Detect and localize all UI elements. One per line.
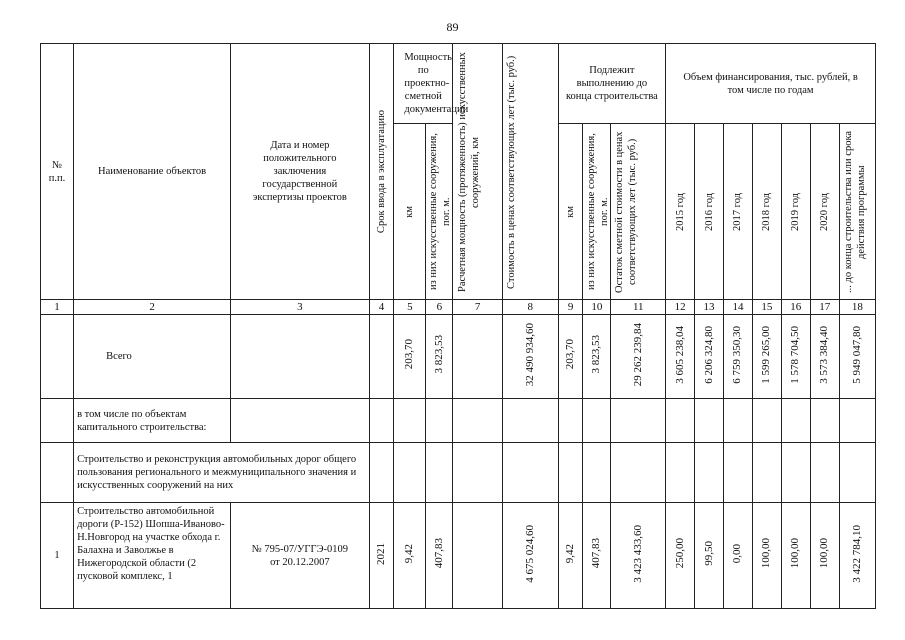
col-number: 4: [369, 300, 394, 315]
col-number: 14: [723, 300, 752, 315]
section-row: [41, 443, 876, 503]
col-number: 6: [426, 300, 453, 315]
header-cost: Стоимость в ценах соответствующих лет (тыс. руб.): [502, 44, 558, 300]
header-year-2018: 2018 год: [752, 124, 781, 300]
col-number: 3: [231, 300, 369, 315]
header-structures: из них искусственные сооружения, пог. м.: [426, 124, 453, 300]
header-year-2016: 2016 год: [695, 124, 724, 300]
financing-table: [40, 43, 876, 609]
total-2015: 3 605 238,04: [673, 325, 686, 384]
total-2018: 1 599 265,00: [760, 325, 773, 384]
commission-year: 2021: [374, 542, 387, 565]
col-number: 18: [839, 300, 875, 315]
col-number: 5: [394, 300, 426, 315]
expertise-ref: № 795-07/УГГЭ-0109 от 20.12.2007: [231, 503, 369, 609]
subheader-label: в том числе по объектам капитального строительства:: [74, 399, 231, 443]
row-2016: 99,50: [702, 541, 715, 566]
subheader-row: [41, 399, 876, 443]
header-power-group: Мощность по проектно-сметной документации: [394, 44, 453, 124]
page-number: 89: [446, 20, 459, 34]
header-year-2020: 2020 год: [810, 124, 839, 300]
header-expertise: Дата и номер положительного заключения государственной экспертизы проектов: [231, 44, 369, 300]
total-remaining-structures: 3 823,53: [590, 335, 603, 374]
total-2016: 6 206 324,80: [702, 325, 715, 384]
row-2019: 100,00: [789, 538, 802, 569]
section-label: Строительство и реконструкция автомобильных дорог общего пользования регионального и межмуниципального значения и искусственных сооружений на них: [74, 443, 370, 503]
row-remaining-km: 9,42: [564, 543, 577, 564]
column-numbers-row: [41, 300, 876, 315]
total-remaining-km: 203,70: [564, 339, 577, 370]
total-until-end: 5 949 047,80: [850, 325, 863, 384]
total-2020: 3 573 384,40: [818, 325, 831, 384]
header-commission-year: Срок ввода в эксплуатацию: [369, 44, 394, 300]
row-cost: 4 675 024,60: [523, 524, 536, 583]
row-number: 1: [41, 503, 74, 609]
col-number: 8: [502, 300, 558, 315]
total-row: [41, 315, 876, 399]
header-remaining-structures: из них искусственные сооружения, пог. м.: [583, 124, 611, 300]
row-remaining-structures: 407,83: [590, 538, 603, 569]
object-name: Строительство автомобильной дороги (Р-152) Шопша-Иваново-Н.Новгород на участке обхода г. Балахна и Заволжье в Нижегородской области (2 пусковой комплекс, 1: [74, 503, 231, 609]
total-label: Всего: [74, 315, 231, 399]
header-remaining-cost: Остаток сметной стоимости в ценах соответствующих лет (тыс. руб.): [611, 124, 666, 300]
row-km: 9,42: [403, 543, 416, 564]
total-remaining-cost: 29 262 239,84: [631, 322, 644, 387]
col-number: 16: [781, 300, 810, 315]
header-remaining-group: Подлежит выполнению до конца строительства: [558, 44, 665, 124]
header-year-2017: 2017 год: [723, 124, 752, 300]
header-until-end: ... до конца строительства или срока действия программы: [839, 124, 875, 300]
row-structures: 407,83: [432, 538, 445, 569]
row-2015: 250,00: [673, 538, 686, 569]
table-row: [41, 503, 876, 609]
col-number: 13: [695, 300, 724, 315]
row-2018: 100,00: [760, 538, 773, 569]
col-number: 9: [558, 300, 583, 315]
header-financing-group: Объем финансирования, тыс. рублей, в том числе по годам: [666, 44, 876, 124]
col-number: 12: [666, 300, 695, 315]
row-remaining-cost: 3 423 433,60: [631, 524, 644, 583]
row-until-end: 3 422 784,10: [850, 524, 863, 583]
col-number: 15: [752, 300, 781, 315]
header-number: № п.п.: [41, 44, 74, 300]
total-cost: 32 490 934,60: [523, 322, 536, 387]
total-2019: 1 578 704,50: [789, 325, 802, 384]
col-number: 7: [453, 300, 503, 315]
row-2020: 100,00: [818, 538, 831, 569]
header-km: км: [394, 124, 426, 300]
header-design-capacity: Расчетная мощность (протяженность) искусственных сооружений, км: [453, 44, 503, 300]
col-number: 2: [74, 300, 231, 315]
header-name: Наименование объектов: [74, 44, 231, 300]
header-remaining-km: км: [558, 124, 583, 300]
col-number: 17: [810, 300, 839, 315]
total-2017: 6 759 350,30: [731, 325, 744, 384]
total-structures: 3 823,53: [432, 335, 445, 374]
header-year-2019: 2019 год: [781, 124, 810, 300]
total-km: 203,70: [403, 339, 416, 370]
col-number: 10: [583, 300, 611, 315]
header-year-2015: 2015 год: [666, 124, 695, 300]
col-number: 11: [611, 300, 666, 315]
row-2017: 0,00: [731, 543, 744, 564]
col-number: 1: [41, 300, 74, 315]
